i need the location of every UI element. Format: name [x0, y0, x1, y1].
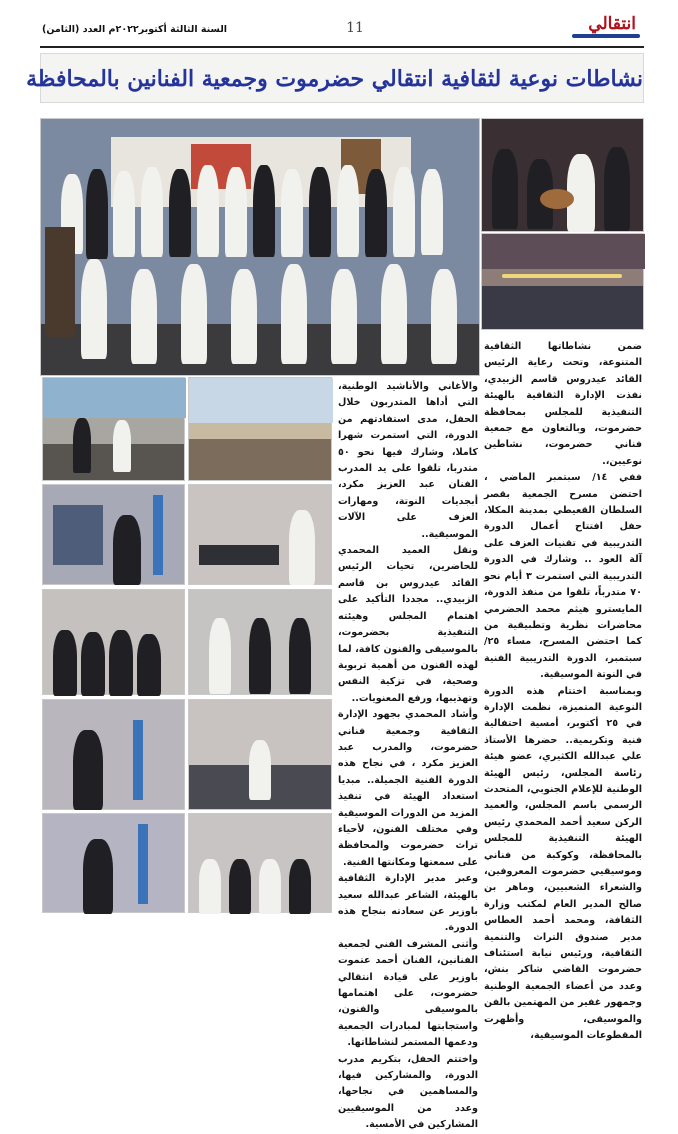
issue-info: السنة الثالثة أكتوبر٢٠٢٢م العدد (الثامن) [42, 24, 228, 35]
concert-stage-photo [481, 233, 644, 330]
article-headline: نشاطات نوعية لثقافية انتقالي حضرموت وجمعية الفنانين بالمحافظة [26, 66, 643, 92]
gallery-photo-8 [188, 699, 332, 810]
gallery-photo-9 [42, 813, 185, 913]
paragraph: ففي ١٤/ سبتمبر الماضي ، احتضن مسرح الجمعية بقصر السلطان القعيطي بمدينة المكلا، حفل افتتاح أعمال الدورة التدريبية في تقنيات العزف على آلة العود .. وشارك في الدورة التدريبية التي استمرت ٣ أيام نحو ٧٠ متدرباً، تلقوا من منفذ الدورة، المايسترو هيثم محمد الحضرمي محاضرات نظرية وتطبيقية من كما احتضن المسرح، مساء ٢٥/ سبتمبر، الدورة التدريبية الفنية في النوتة الموسيقية. [484, 472, 643, 681]
page-header [40, 8, 644, 48]
paragraph: وأشاد المحمدي بجهود الإدارة الثقافية وجمعية فناني حضرموت، والمدرب عبد العزيز مكرد ، في نجاح هذه الدورة الفنية الجميلة.. مبديا استعداد الهيئة في تنفيذ المزيد من الدورات الموسيقية وفي مختلف الفنون، لأحياء تراث حضرموت والمحافظة على سمعتها ومكانتها الفنية. [338, 709, 478, 868]
paragraph: وأثنى المشرف الفني لجمعية الفنانين، الفنان أحمد عتموت باوزير على قيادة انتقالي حضرموت، على اهتمامها بالموسيقى والفنون، واستجابتها لمبادرات الجمعية ودعمها المستمر لنشاطاتها. [338, 938, 478, 1049]
newspaper-logo [564, 10, 644, 44]
article-column-right [484, 339, 643, 1042]
paragraph: وعبر مدير الإدارة الثقافية بالهيئة، الشاعر عبدالله سعيد باوزير عن سعادته بنجاح هذه الدورة. [338, 873, 478, 934]
headline-bar [26, 53, 644, 103]
logo-underline [572, 34, 640, 38]
gallery-photo-1 [42, 377, 185, 481]
page-number: 11 [346, 20, 364, 36]
paragraph: ضمن نشاطاتها الثقافية المتنوعة، وتحت رعاية الرئيس القائد عيدروس قاسم الزبيدي، نفذت الإدارة الثقافية بالهيئة التنفيذية للمجلس بمحافظة حضرموت، وبالتعاون مع جمعية فناني حضرموت، نشاطين نوعيين،. [484, 341, 642, 467]
paragraph: واختتم الحفل، بتكريم مدرب الدورة، والمشاركين فيها، والمساهمين في نجاحها، وعدد من الموسيقيين المشاركين في الأمسية. [338, 1053, 478, 1131]
gallery-photo-3 [42, 484, 185, 585]
gallery-photo-6 [188, 589, 332, 695]
main-group-photo [40, 118, 480, 376]
gallery-photo-2 [188, 377, 332, 481]
oud-players-photo [481, 118, 644, 232]
article-column-middle [338, 379, 478, 1131]
paragraph: وبمناسبة اختتام هذه الدورة النوعية المتميزة، نظمت الإدارة في ٢٥ أكتوبر، أمسية احتفالية فنية وتكريمية.. حضرها الأستاذ علي عبدالله الكثيري، عضو هيئة رئاسة المجلس، رئيس الهيئة الوطنية للإعلام الجنوبي، المتحدث الرسمي باسم المجلس، والعميد الركن سعيد أحمد المحمدي رئيس الهيئة التنفيذية للمجلس بالمحافظة، وكوكبة من فناني وموسيقيي حضرموت المعروفين، والشعراء الشعبيين، وماهر بن صالح المدير العام لمكتب وزارة الثقافة، ومحمد أحمد العطاس مدير صندوق التراث والتنمية الثقافية، ورئيس نيابة استئناف حضرموت القاضي شاكر بنش، وعدد من أعضاء الجمعية الوطنية وجمهور غفير من المهتمين بالفن والموسيقى، وأظهرت المقطوعات الموسيقية، [484, 685, 642, 1042]
gallery-photo-5 [42, 589, 185, 695]
gallery-photo-7 [42, 699, 185, 810]
gallery-photo-4 [188, 484, 332, 585]
paragraph: ونقل العميد المحمدي للحاضرين، تحيات الرئيس القائد عيدروس بن قاسم الزبيدي.. مجددا التأكيد على اهتمام المجلس وهيئته التنفيذية بحضرموت، بالموسيقى والفنون كافة، لما لهذه الفنون من أهمية تربوية وصحية، في تزكية النفس وتهذيبها، ورفع المعنويات.. [338, 545, 478, 704]
gallery-photo-10 [188, 813, 332, 913]
logo-text: انتقالي [588, 14, 636, 34]
paragraph: والأغاني والأناشيد الوطنية، التي أداها المتدربون خلال الحفل، مدى استفادتهم من الدورة، التي استمرت شهرا كاملا، وشارك فيها نحو ٥٠ متدربا، تلقوا على يد المدرب الفنان عبد العزيز مكرد، أبجديات النوتة، ومهارات العزف على الآلات الموسيقية.. [338, 381, 478, 540]
